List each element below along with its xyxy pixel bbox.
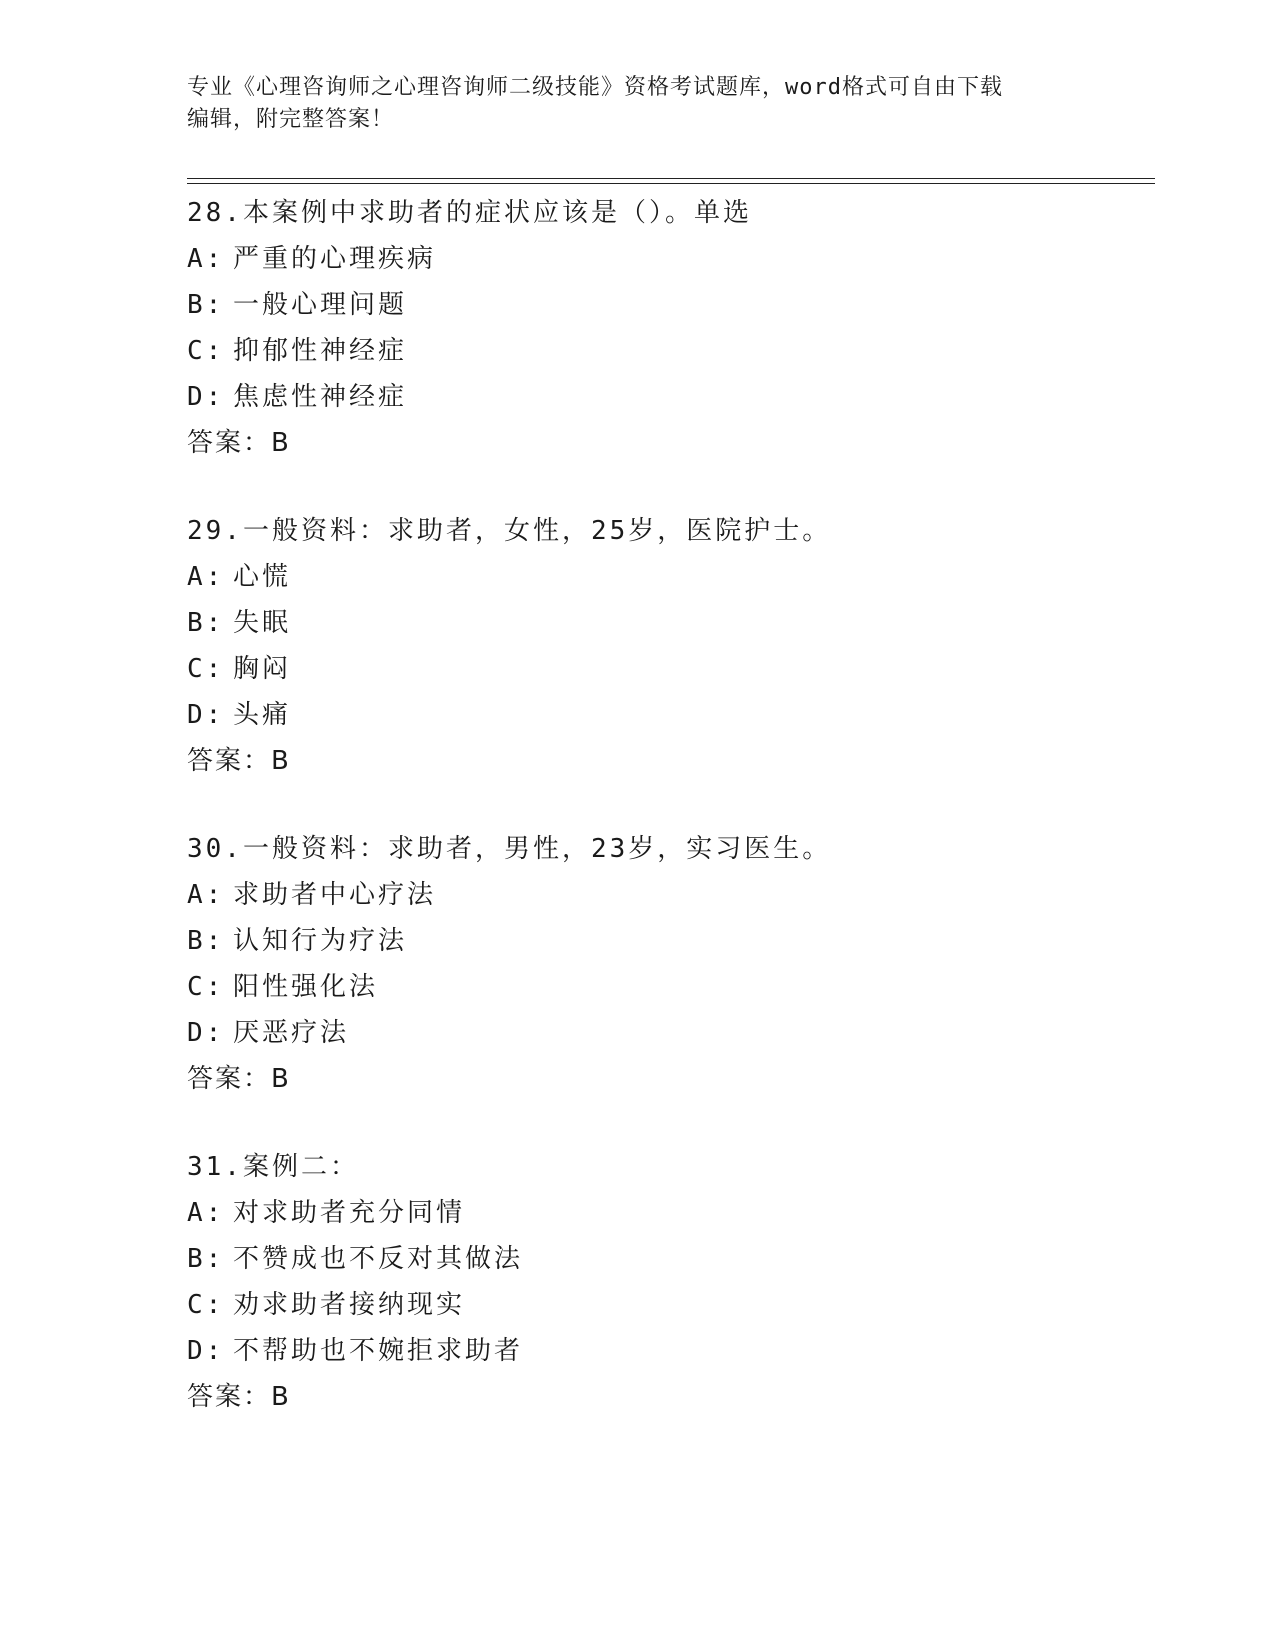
option-c [187, 328, 1147, 374]
answer-line: 答案：B [187, 1064, 291, 1094]
answer-line: 答案：B [187, 428, 291, 458]
option-letter: D: [187, 1018, 225, 1048]
option-text: 认知行为疗法 [233, 926, 408, 956]
option-letter: A: [187, 562, 225, 592]
option-letter: B: [187, 1244, 225, 1274]
option-text: 对求助者充分同情 [233, 1198, 466, 1228]
question-30 [187, 826, 1147, 1102]
question-stem: 30.一般资料：求助者，男性，23岁，实习医生。 [187, 834, 832, 864]
option-d [187, 374, 1147, 420]
option-text: 抑郁性神经症 [233, 336, 408, 366]
option-letter: B: [187, 926, 225, 956]
option-c [187, 964, 1147, 1010]
option-d [187, 1328, 1147, 1374]
option-text: 严重的心理疾病 [233, 244, 437, 274]
option-letter: D: [187, 1336, 225, 1366]
option-text: 厌恶疗法 [233, 1018, 350, 1048]
question-list [187, 190, 1147, 1420]
option-text: 不赞成也不反对其做法 [233, 1244, 524, 1274]
option-text: 阳性强化法 [233, 972, 379, 1002]
option-letter: A: [187, 244, 225, 274]
answer-line: 答案：B [187, 746, 291, 776]
option-text: 焦虑性神经症 [233, 382, 408, 412]
option-b [187, 600, 1147, 646]
option-text: 一般心理问题 [233, 290, 408, 320]
option-letter: A: [187, 1198, 225, 1228]
option-text: 胸闷 [233, 654, 292, 684]
option-letter: B: [187, 290, 225, 320]
option-text: 头痛 [233, 700, 292, 730]
question-stem: 29.一般资料：求助者，女性，25岁，医院护士。 [187, 516, 832, 546]
option-text: 心慌 [233, 562, 292, 592]
question-stem: 31.案例二： [187, 1152, 359, 1182]
option-letter: A: [187, 880, 225, 910]
option-letter: B: [187, 608, 225, 638]
document-header [187, 72, 1067, 136]
option-letter: C: [187, 336, 225, 366]
question-28 [187, 190, 1147, 466]
option-a [187, 554, 1147, 600]
question-31 [187, 1144, 1147, 1420]
option-d [187, 1010, 1147, 1056]
option-text: 求助者中心疗法 [233, 880, 437, 910]
header-divider-top [187, 178, 1155, 179]
option-a [187, 1190, 1147, 1236]
answer-line: 答案：B [187, 1382, 291, 1412]
header-line-2: 编辑，附完整答案！ [187, 107, 395, 132]
option-c [187, 1282, 1147, 1328]
option-b [187, 918, 1147, 964]
option-letter: C: [187, 1290, 225, 1320]
header-line-1: 专业《心理咨询师之心理咨询师二级技能》资格考试题库，word格式可自由下载 [187, 75, 1003, 100]
option-text: 不帮助也不婉拒求助者 [233, 1336, 524, 1366]
option-d [187, 692, 1147, 738]
option-text: 失眠 [233, 608, 292, 638]
option-b [187, 1236, 1147, 1282]
option-c [187, 646, 1147, 692]
option-letter: D: [187, 700, 225, 730]
option-letter: C: [187, 654, 225, 684]
option-letter: C: [187, 972, 225, 1002]
option-a [187, 872, 1147, 918]
question-29 [187, 508, 1147, 784]
header-divider-bottom [187, 183, 1155, 184]
option-letter: D: [187, 382, 225, 412]
option-b [187, 282, 1147, 328]
option-a [187, 236, 1147, 282]
question-stem: 28.本案例中求助者的症状应该是（）。单选 [187, 198, 752, 228]
option-text: 劝求助者接纳现实 [233, 1290, 466, 1320]
